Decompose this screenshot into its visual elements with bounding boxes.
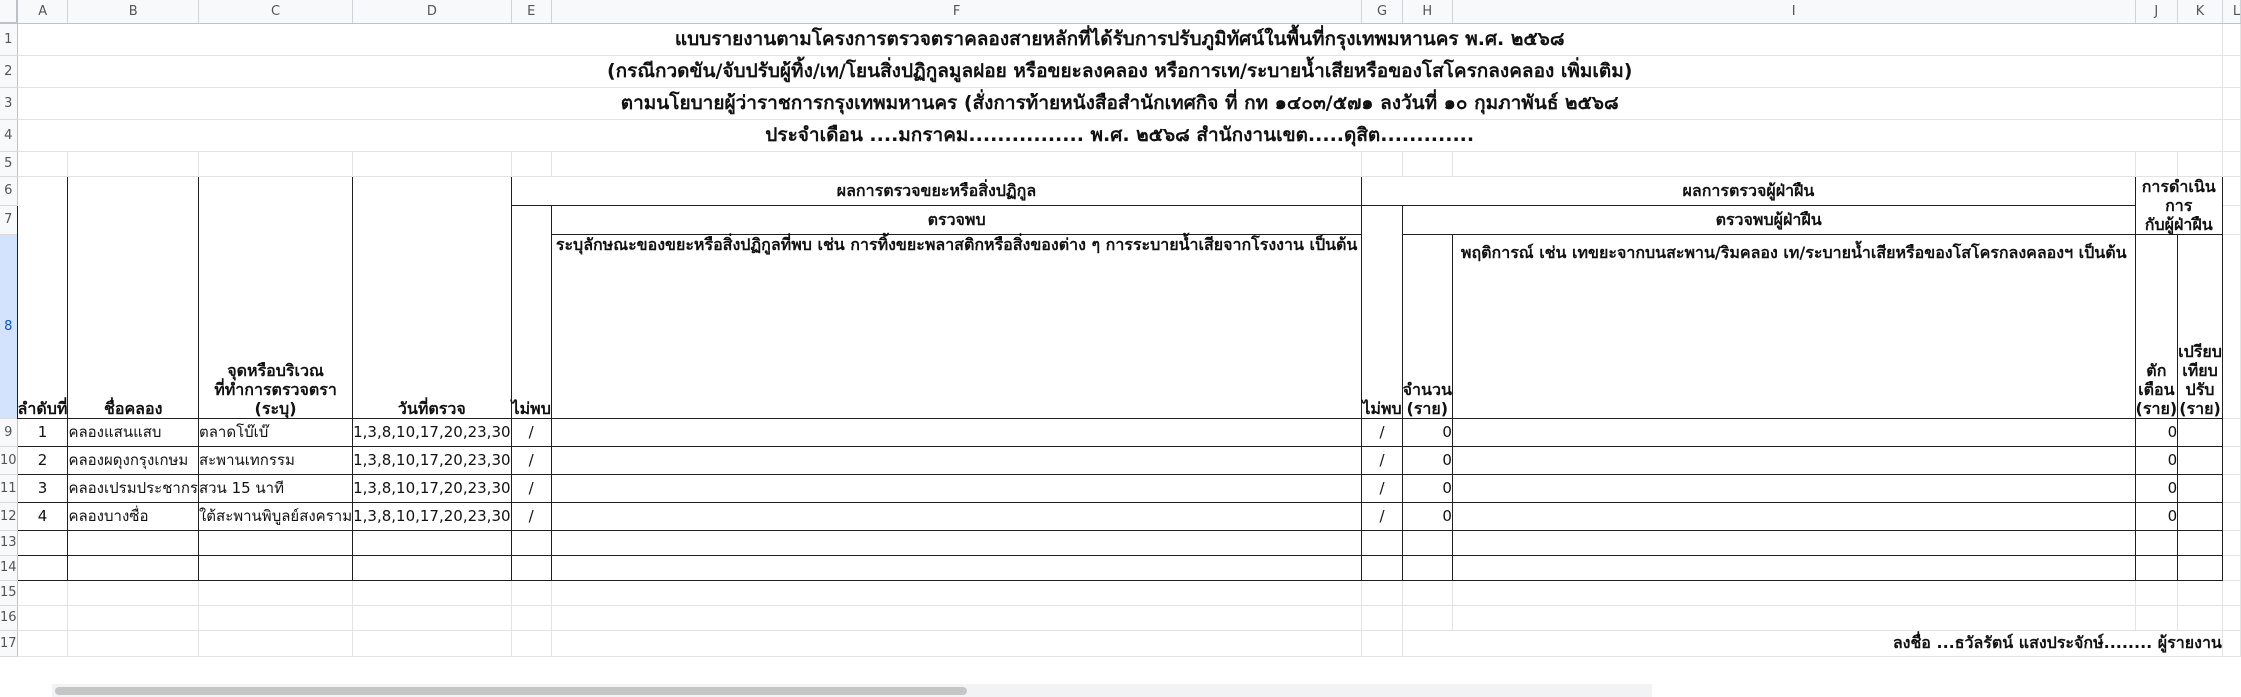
cell[interactable] <box>1362 605 1402 630</box>
cell[interactable] <box>68 530 199 555</box>
cell[interactable] <box>2222 23 2240 55</box>
row-header-11[interactable]: 11 <box>0 474 17 502</box>
header-waste-not-found[interactable]: ไม่พบ <box>511 205 551 418</box>
column-header-h[interactable]: H <box>1402 0 1452 23</box>
column-header-i[interactable]: I <box>1452 0 2135 23</box>
cell[interactable] <box>2222 176 2240 205</box>
cell-canal[interactable]: คลองบางซื่อ <box>68 502 199 530</box>
cell-count[interactable]: 0 <box>1402 418 1452 446</box>
header-waste-found[interactable]: ตรวจพบ <box>551 205 1362 234</box>
row-header-4[interactable]: 4 <box>0 119 17 151</box>
header-violator-found[interactable]: ตรวจพบผู้ฝ่าฝืน <box>1402 205 2135 234</box>
cell[interactable] <box>511 630 551 656</box>
column-header-l[interactable]: L <box>2222 0 2240 23</box>
header-waste-description-text: ระบุลักษณะของขยะหรือสิ่งปฏิกูลที่พบ เช่น การทิ้งขยะพลาสติกหรือสิ่งของต่าง ๆ การระบายน้ำเสียจากโรงงาน เป็นต้น <box>555 234 1358 254</box>
cell[interactable] <box>2222 580 2240 605</box>
cell-canal[interactable]: คลองเปรมประชากร <box>68 474 199 502</box>
row-header-10[interactable]: 10 <box>0 446 17 474</box>
cell[interactable] <box>2222 205 2240 234</box>
header-action-text: การดำเนินการ กับผู้ฝ่าฝืน <box>2141 176 2216 234</box>
cell[interactable] <box>1362 555 1402 580</box>
table-row <box>0 502 2241 530</box>
header-fine-count-text: เปรียบเทียบ ปรับ (ราย) <box>2178 341 2222 418</box>
cell[interactable] <box>1402 580 1452 605</box>
cell[interactable] <box>511 555 551 580</box>
cell-violator-none[interactable]: / <box>1362 474 1402 502</box>
cell-violator-none[interactable]: / <box>1362 418 1402 446</box>
cell[interactable] <box>1452 605 2135 630</box>
header-seq[interactable]: ลำดับที่ <box>17 176 68 418</box>
column-header-k[interactable]: K <box>2178 0 2223 23</box>
row-header-3[interactable]: 3 <box>0 87 17 119</box>
cell[interactable] <box>2135 555 2178 580</box>
cell-warn[interactable]: 0 <box>2135 474 2178 502</box>
header-inspection-date[interactable]: วันที่ตรวจ <box>353 176 511 418</box>
cell-behavior[interactable] <box>1452 418 2135 446</box>
horizontal-scrollbar-thumb[interactable] <box>55 687 967 695</box>
cell[interactable] <box>353 151 511 176</box>
cell[interactable] <box>2178 555 2223 580</box>
row-header-15[interactable]: 15 <box>0 580 17 605</box>
cell[interactable] <box>551 630 1362 656</box>
select-all-corner[interactable] <box>0 0 17 23</box>
cell-date[interactable]: 1,3,8,10,17,20,23,30 <box>353 502 511 530</box>
cell[interactable] <box>2222 474 2240 502</box>
cell[interactable] <box>68 555 199 580</box>
cell-fine[interactable] <box>2178 474 2223 502</box>
cell[interactable] <box>68 151 199 176</box>
header-violator-not-found[interactable]: ไม่พบ <box>1362 205 1402 418</box>
cell[interactable] <box>2178 580 2223 605</box>
reporter-signature[interactable]: ลงชื่อ ...ธวัลรัตน์ แสงประจักษ์........ ผู้รายงาน <box>1402 630 2222 656</box>
report-subtitle[interactable]: (กรณีกวดขัน/จับปรับผู้ทิ้ง/เท/โยนสิ่งปฏิกูลมูลฝอย หรือขยะลงคลอง หรือการเท/ระบายน้ำเสียหรือของโสโครกลงคลอง เพิ่มเติม) <box>17 55 2222 87</box>
row-header-12[interactable]: 12 <box>0 502 17 530</box>
cell-seq[interactable]: 3 <box>17 474 68 502</box>
cell[interactable] <box>511 151 551 176</box>
table-row <box>0 474 2241 502</box>
cell-date[interactable]: 1,3,8,10,17,20,23,30 <box>353 474 511 502</box>
cell-waste-desc[interactable] <box>551 502 1362 530</box>
cell[interactable] <box>2222 151 2240 176</box>
column-header-j[interactable]: J <box>2135 0 2178 23</box>
cell[interactable] <box>2178 151 2223 176</box>
cell[interactable] <box>1452 151 2135 176</box>
row-header-9[interactable]: 9 <box>0 418 17 446</box>
cell[interactable] <box>353 530 511 555</box>
cell[interactable] <box>17 580 68 605</box>
cell[interactable] <box>551 530 1362 555</box>
header-location-text: จุดหรือบริเวณ ที่ทำการตรวจตรา (ระบุ) <box>214 360 337 418</box>
cell-count[interactable]: 0 <box>1402 502 1452 530</box>
header-waste-results[interactable]: ผลการตรวจขยะหรือสิ่งปฏิกูล <box>511 176 1362 205</box>
cell[interactable] <box>2222 530 2240 555</box>
cell[interactable] <box>17 555 68 580</box>
cell[interactable] <box>198 630 352 656</box>
cell-date[interactable]: 1,3,8,10,17,20,23,30 <box>353 418 511 446</box>
cell-location[interactable]: สะพานเทกรรม <box>198 446 352 474</box>
header-violator-count[interactable] <box>1402 234 1452 418</box>
header-violator-behavior-text: พฤติการณ์ เช่น เทขยะจากบนสะพาน/ริมคลอง เท/ระบายน้ำเสียหรือของโสโครกลงคลองฯ เป็นต้น <box>1460 242 2127 262</box>
table-row <box>0 418 2241 446</box>
cell[interactable] <box>353 605 511 630</box>
cell-waste-desc[interactable] <box>551 418 1362 446</box>
row-header-8[interactable]: 8 <box>0 234 17 418</box>
column-header-f[interactable]: F <box>551 0 1362 23</box>
cell[interactable] <box>1402 530 1452 555</box>
cell-waste-desc[interactable] <box>551 474 1362 502</box>
row-header-13[interactable]: 13 <box>0 530 17 555</box>
cell[interactable] <box>2222 87 2240 119</box>
cell-violator-none[interactable]: / <box>1362 502 1402 530</box>
header-violator-behavior[interactable] <box>1452 234 2135 418</box>
row-header-6[interactable]: 6 <box>0 176 17 205</box>
cell[interactable] <box>1402 555 1452 580</box>
cell-waste-none[interactable]: / <box>511 446 551 474</box>
cell[interactable] <box>17 630 68 656</box>
row-header-5[interactable]: 5 <box>0 151 17 176</box>
cell[interactable] <box>2135 530 2178 555</box>
cell[interactable] <box>2222 555 2240 580</box>
cell[interactable] <box>511 580 551 605</box>
row-header-16[interactable]: 16 <box>0 605 17 630</box>
cell[interactable] <box>2222 502 2240 530</box>
cell[interactable] <box>1452 555 2135 580</box>
cell-waste-none[interactable]: / <box>511 474 551 502</box>
header-canal-name[interactable]: ชื่อคลอง <box>68 176 199 418</box>
cell[interactable] <box>2135 580 2178 605</box>
cell[interactable] <box>551 605 1362 630</box>
column-header-c[interactable]: C <box>198 0 352 23</box>
cell[interactable] <box>1402 605 1452 630</box>
header-location[interactable] <box>198 176 352 418</box>
cell-location[interactable]: ใต้สะพานพิบูลย์สงคราม <box>198 502 352 530</box>
cell-waste-none[interactable]: / <box>511 418 551 446</box>
row-header-1[interactable]: 1 <box>0 23 17 55</box>
header-violator-count-text: จำนวน (ราย) <box>1402 379 1452 418</box>
cell[interactable] <box>551 580 1362 605</box>
cell[interactable] <box>68 630 199 656</box>
cell[interactable] <box>2178 605 2223 630</box>
column-header-g[interactable]: G <box>1362 0 1402 23</box>
cell[interactable] <box>68 605 199 630</box>
table-row <box>0 446 2241 474</box>
cell[interactable] <box>17 605 68 630</box>
cell-behavior[interactable] <box>1452 474 2135 502</box>
cell[interactable] <box>551 555 1362 580</box>
cell[interactable] <box>198 151 352 176</box>
cell-warn[interactable]: 0 <box>2135 446 2178 474</box>
cell[interactable] <box>17 530 68 555</box>
cell[interactable] <box>551 151 1362 176</box>
cell[interactable] <box>2222 605 2240 630</box>
cell-seq[interactable]: 1 <box>17 418 68 446</box>
header-violator-results[interactable]: ผลการตรวจผู้ฝ่าฝืน <box>1362 176 2135 205</box>
cell-date[interactable]: 1,3,8,10,17,20,23,30 <box>353 446 511 474</box>
cell[interactable] <box>353 630 511 656</box>
cell-seq[interactable]: 4 <box>17 502 68 530</box>
cell-location[interactable]: ตลาดโบ๊เบ๊ <box>198 418 352 446</box>
header-fine-count[interactable] <box>2178 234 2223 418</box>
header-action-on-violators[interactable] <box>2135 176 2222 234</box>
column-header-d[interactable]: D <box>353 0 511 23</box>
header-warning-count-text: ตักเตือน (ราย) <box>2135 360 2178 418</box>
cell[interactable] <box>1362 580 1402 605</box>
cell[interactable] <box>1452 580 2135 605</box>
cell[interactable] <box>1402 151 1452 176</box>
cell[interactable] <box>2135 605 2178 630</box>
cell-behavior[interactable] <box>1452 502 2135 530</box>
report-period-line[interactable]: ประจำเดือน ....มกราคม................ พ.ศ. ๒๕๖๘ สำนักงานเขต.....ดุสิต............. <box>17 119 2222 151</box>
cell[interactable] <box>2222 446 2240 474</box>
cell[interactable] <box>1362 151 1402 176</box>
cell-count[interactable]: 0 <box>1402 474 1452 502</box>
cell[interactable] <box>198 555 352 580</box>
header-waste-description[interactable] <box>551 234 1362 418</box>
cell-canal[interactable]: คลองผดุงกรุงเกษม <box>68 446 199 474</box>
row-header-7[interactable]: 7 <box>0 205 17 234</box>
cell[interactable] <box>2222 418 2240 446</box>
cell[interactable] <box>2135 151 2178 176</box>
cell-fine[interactable] <box>2178 418 2223 446</box>
column-header-e[interactable]: E <box>511 0 551 23</box>
cell[interactable] <box>198 605 352 630</box>
row-header-2[interactable]: 2 <box>0 55 17 87</box>
row-header-14[interactable]: 14 <box>0 555 17 580</box>
cell-warn[interactable]: 0 <box>2135 418 2178 446</box>
cell[interactable] <box>353 555 511 580</box>
cell-location[interactable]: สวน 15 นาที <box>198 474 352 502</box>
cell[interactable] <box>2222 119 2240 151</box>
cell-count[interactable]: 0 <box>1402 446 1452 474</box>
cell[interactable] <box>198 530 352 555</box>
cell-behavior[interactable] <box>1452 446 2135 474</box>
cell[interactable] <box>511 605 551 630</box>
cell-waste-none[interactable]: / <box>511 502 551 530</box>
cell-violator-none[interactable]: / <box>1362 446 1402 474</box>
cell[interactable] <box>1362 630 1402 656</box>
cell[interactable] <box>511 530 551 555</box>
cell[interactable] <box>2222 55 2240 87</box>
cell-warn[interactable]: 0 <box>2135 502 2178 530</box>
report-title[interactable]: แบบรายงานตามโครงการตรวจตราคลองสายหลักที่ได้รับการปรับภูมิทัศน์ในพื้นที่กรุงเทพมหานคร พ.ศ. ๒๕๖๘ <box>17 23 2222 55</box>
cell[interactable] <box>2222 234 2240 418</box>
column-header-b[interactable]: B <box>68 0 199 23</box>
report-policy-line[interactable]: ตามนโยบายผู้ว่าราชการกรุงเทพมหานคร (สั่งการท้ายหนังสือสำนักเทศกิจ ที่ กท ๑๔๐๓/๕๗๑ ลงวันที่ ๑๐ กุมภาพันธ์ ๒๕๖๘ <box>17 87 2222 119</box>
cell-fine[interactable] <box>2178 502 2223 530</box>
cell[interactable] <box>198 580 352 605</box>
cell-seq[interactable]: 2 <box>17 446 68 474</box>
cell-waste-desc[interactable] <box>551 446 1362 474</box>
cell[interactable] <box>68 580 199 605</box>
cell[interactable] <box>17 151 68 176</box>
cell-fine[interactable] <box>2178 446 2223 474</box>
cell[interactable] <box>2222 630 2240 656</box>
column-header-a[interactable]: A <box>17 0 68 23</box>
cell-canal[interactable]: คลองแสนแสบ <box>68 418 199 446</box>
cell[interactable] <box>353 580 511 605</box>
cell[interactable] <box>1452 530 2135 555</box>
cell[interactable] <box>1362 530 1402 555</box>
header-warning-count[interactable] <box>2135 234 2178 418</box>
row-header-17[interactable]: 17 <box>0 630 17 656</box>
cell[interactable] <box>2178 530 2223 555</box>
